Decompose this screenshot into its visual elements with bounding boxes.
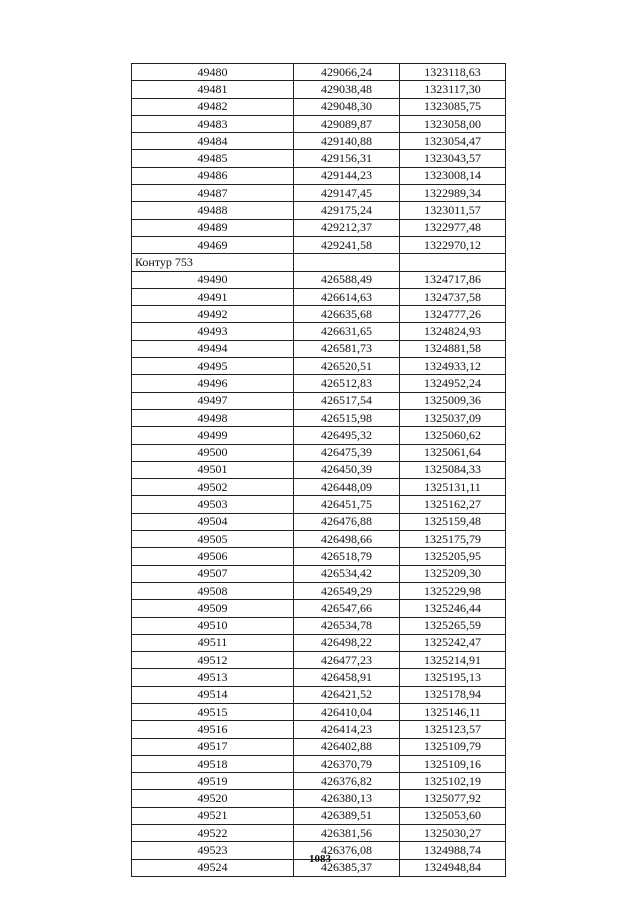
- y-coordinate-cell: 1324737,58: [400, 288, 506, 305]
- table-row: [132, 150, 506, 167]
- y-coordinate-cell: 1324824,93: [400, 323, 506, 340]
- point-number-cell: 49505: [132, 531, 294, 548]
- y-coordinate-cell: 1325178,94: [400, 686, 506, 703]
- x-coordinate-cell: 429066,24: [294, 64, 400, 81]
- x-coordinate-cell: 426402,88: [294, 738, 400, 755]
- point-number-cell: 49506: [132, 548, 294, 565]
- point-number-cell: 49490: [132, 271, 294, 288]
- y-coordinate-cell: 1325060,62: [400, 427, 506, 444]
- x-coordinate-cell: 426547,66: [294, 600, 400, 617]
- table-row: [132, 582, 506, 599]
- point-number-cell: 49516: [132, 721, 294, 738]
- x-coordinate-cell: 429156,31: [294, 150, 400, 167]
- y-coordinate-cell: 1323008,14: [400, 167, 506, 184]
- x-coordinate-cell: 426588,49: [294, 271, 400, 288]
- y-coordinate-cell: 1325084,33: [400, 461, 506, 478]
- table-row: [132, 167, 506, 184]
- point-number-cell: 49504: [132, 513, 294, 530]
- point-number-cell: 49495: [132, 358, 294, 375]
- point-number-cell: 49488: [132, 202, 294, 219]
- table-row: [132, 427, 506, 444]
- x-coordinate-cell: 429089,87: [294, 115, 400, 132]
- y-coordinate-cell: 1325077,92: [400, 790, 506, 807]
- point-number-cell: 49487: [132, 185, 294, 202]
- x-coordinate-cell: 426389,51: [294, 807, 400, 824]
- y-coordinate-cell: 1325123,57: [400, 721, 506, 738]
- y-coordinate-cell: 1325246,44: [400, 600, 506, 617]
- x-coordinate-cell: 426520,51: [294, 358, 400, 375]
- point-number-cell: 49491: [132, 288, 294, 305]
- y-coordinate-cell: 1322970,12: [400, 236, 506, 253]
- point-number-cell: 49483: [132, 115, 294, 132]
- table-row: [132, 531, 506, 548]
- table-row: [132, 409, 506, 426]
- point-number-cell: 49510: [132, 617, 294, 634]
- point-number-cell: 49486: [132, 167, 294, 184]
- point-number-cell: 49480: [132, 64, 294, 81]
- y-coordinate-cell: 1325162,27: [400, 496, 506, 513]
- y-coordinate-cell: 1325146,11: [400, 703, 506, 720]
- y-coordinate-cell: 1323054,47: [400, 133, 506, 150]
- x-coordinate-cell: 429175,24: [294, 202, 400, 219]
- x-coordinate-cell: 429048,30: [294, 98, 400, 115]
- x-coordinate-cell: 426380,13: [294, 790, 400, 807]
- point-number-cell: 49498: [132, 409, 294, 426]
- table-row: [132, 271, 506, 288]
- x-coordinate-cell: 429144,23: [294, 167, 400, 184]
- y-coordinate-cell: 1325030,27: [400, 825, 506, 842]
- point-number-cell: 49494: [132, 340, 294, 357]
- point-number-cell: 49501: [132, 461, 294, 478]
- table-row: [132, 703, 506, 720]
- x-coordinate-cell: 426448,09: [294, 479, 400, 496]
- y-coordinate-cell: 1324948,84: [400, 859, 506, 876]
- y-coordinate-cell: 1324933,12: [400, 358, 506, 375]
- x-coordinate-cell: 426631,65: [294, 323, 400, 340]
- table-row: [132, 444, 506, 461]
- y-coordinate-cell: 1325102,19: [400, 773, 506, 790]
- coordinates-table-body: [132, 64, 506, 877]
- table-row: [132, 721, 506, 738]
- point-number-cell: 49521: [132, 807, 294, 824]
- y-coordinate-cell: 1325037,09: [400, 409, 506, 426]
- y-coordinate-cell: 1325265,59: [400, 617, 506, 634]
- table-row: [132, 219, 506, 236]
- y-coordinate-cell: 1322977,48: [400, 219, 506, 236]
- x-coordinate-cell: 426477,23: [294, 652, 400, 669]
- table-row: [132, 306, 506, 323]
- table-row: [132, 358, 506, 375]
- y-coordinate-cell: 1325175,79: [400, 531, 506, 548]
- point-number-cell: 49482: [132, 98, 294, 115]
- point-number-cell: 49500: [132, 444, 294, 461]
- table-row: [132, 669, 506, 686]
- x-coordinate-cell: 426476,88: [294, 513, 400, 530]
- point-number-cell: 49523: [132, 842, 294, 859]
- point-number-cell: 49489: [132, 219, 294, 236]
- table-row: [132, 773, 506, 790]
- point-number-cell: 49502: [132, 479, 294, 496]
- x-coordinate-cell: 426421,52: [294, 686, 400, 703]
- table-row: [132, 236, 506, 253]
- point-number-cell: 49511: [132, 634, 294, 651]
- y-coordinate-cell: 1325214,91: [400, 652, 506, 669]
- point-number-cell: 49499: [132, 427, 294, 444]
- y-coordinate-cell: 1324717,86: [400, 271, 506, 288]
- x-coordinate-cell: 429147,45: [294, 185, 400, 202]
- table-row: [132, 81, 506, 98]
- y-coordinate-cell: 1325053,60: [400, 807, 506, 824]
- x-coordinate-cell: 426518,79: [294, 548, 400, 565]
- table-row: [132, 98, 506, 115]
- y-coordinate-cell: 1325109,79: [400, 738, 506, 755]
- x-coordinate-cell: 426385,37: [294, 859, 400, 876]
- x-coordinate-cell: 426475,39: [294, 444, 400, 461]
- table-row: [132, 513, 506, 530]
- y-coordinate-cell: 1322989,34: [400, 185, 506, 202]
- x-coordinate-cell: 426414,23: [294, 721, 400, 738]
- x-coordinate-cell: 426495,32: [294, 427, 400, 444]
- page-number: 1083: [309, 853, 331, 865]
- table-row: [132, 807, 506, 824]
- table-row: [132, 634, 506, 651]
- table-row: [132, 825, 506, 842]
- y-coordinate-cell: 1325209,30: [400, 565, 506, 582]
- point-number-cell: 49503: [132, 496, 294, 513]
- table-row: [132, 548, 506, 565]
- x-coordinate-cell: 429212,37: [294, 219, 400, 236]
- point-number-cell: 49492: [132, 306, 294, 323]
- point-number-cell: 49481: [132, 81, 294, 98]
- x-coordinate-cell: 426451,75: [294, 496, 400, 513]
- point-number-cell: 49524: [132, 859, 294, 876]
- table-row: [132, 738, 506, 755]
- point-number-cell: 49469: [132, 236, 294, 253]
- table-row: [132, 64, 506, 81]
- x-coordinate-cell: 426515,98: [294, 409, 400, 426]
- table-row: [132, 600, 506, 617]
- table-row: [132, 617, 506, 634]
- y-coordinate-cell: 1323118,63: [400, 64, 506, 81]
- x-coordinate-cell: 426517,54: [294, 392, 400, 409]
- point-number-cell: 49509: [132, 600, 294, 617]
- table-row: [132, 133, 506, 150]
- table-row: [132, 323, 506, 340]
- table-row: [132, 565, 506, 582]
- table-row: [132, 202, 506, 219]
- y-coordinate-cell: 1323043,57: [400, 150, 506, 167]
- table-row: [132, 686, 506, 703]
- table-row: [132, 461, 506, 478]
- section-label: Контур 753: [132, 254, 294, 271]
- y-coordinate-cell: 1325159,48: [400, 513, 506, 530]
- table-row: [132, 340, 506, 357]
- point-number-cell: 49514: [132, 686, 294, 703]
- y-coordinate-cell: 1325109,16: [400, 755, 506, 772]
- x-coordinate-cell: 426581,73: [294, 340, 400, 357]
- section-header-row: [132, 254, 506, 271]
- table-row: [132, 652, 506, 669]
- point-number-cell: 49520: [132, 790, 294, 807]
- point-number-cell: 49496: [132, 375, 294, 392]
- x-coordinate-cell: 426458,91: [294, 669, 400, 686]
- x-coordinate-cell: 426549,29: [294, 582, 400, 599]
- y-coordinate-cell: 1324952,24: [400, 375, 506, 392]
- x-coordinate-cell: 426498,22: [294, 634, 400, 651]
- empty-cell: [400, 254, 506, 271]
- x-coordinate-cell: 426614,63: [294, 288, 400, 305]
- table-row: [132, 790, 506, 807]
- x-coordinate-cell: 426534,42: [294, 565, 400, 582]
- point-number-cell: 49512: [132, 652, 294, 669]
- y-coordinate-cell: 1325061,64: [400, 444, 506, 461]
- x-coordinate-cell: 426410,04: [294, 703, 400, 720]
- point-number-cell: 49508: [132, 582, 294, 599]
- y-coordinate-cell: 1323085,75: [400, 98, 506, 115]
- x-coordinate-cell: 426376,08: [294, 842, 400, 859]
- empty-cell: [294, 254, 400, 271]
- y-coordinate-cell: 1323117,30: [400, 81, 506, 98]
- table-row: [132, 479, 506, 496]
- y-coordinate-cell: 1325229,98: [400, 582, 506, 599]
- table-row: [132, 496, 506, 513]
- x-coordinate-cell: 426370,79: [294, 755, 400, 772]
- point-number-cell: 49485: [132, 150, 294, 167]
- point-number-cell: 49493: [132, 323, 294, 340]
- y-coordinate-cell: 1325195,13: [400, 669, 506, 686]
- table-row: [132, 185, 506, 202]
- y-coordinate-cell: 1325205,95: [400, 548, 506, 565]
- point-number-cell: 49515: [132, 703, 294, 720]
- x-coordinate-cell: 429038,48: [294, 81, 400, 98]
- point-number-cell: 49497: [132, 392, 294, 409]
- y-coordinate-cell: 1324881,58: [400, 340, 506, 357]
- x-coordinate-cell: 426450,39: [294, 461, 400, 478]
- y-coordinate-cell: 1323011,57: [400, 202, 506, 219]
- table-row: [132, 755, 506, 772]
- x-coordinate-cell: 426512,83: [294, 375, 400, 392]
- y-coordinate-cell: 1325131,11: [400, 479, 506, 496]
- point-number-cell: 49519: [132, 773, 294, 790]
- table-row: [132, 115, 506, 132]
- point-number-cell: 49517: [132, 738, 294, 755]
- x-coordinate-cell: 429140,88: [294, 133, 400, 150]
- x-coordinate-cell: 426534,78: [294, 617, 400, 634]
- point-number-cell: 49507: [132, 565, 294, 582]
- x-coordinate-cell: 426498,66: [294, 531, 400, 548]
- point-number-cell: 49522: [132, 825, 294, 842]
- y-coordinate-cell: 1323058,00: [400, 115, 506, 132]
- table-row: [132, 375, 506, 392]
- table-row: [132, 392, 506, 409]
- x-coordinate-cell: 426381,56: [294, 825, 400, 842]
- y-coordinate-cell: 1324777,26: [400, 306, 506, 323]
- y-coordinate-cell: 1325009,36: [400, 392, 506, 409]
- point-number-cell: 49513: [132, 669, 294, 686]
- point-number-cell: 49484: [132, 133, 294, 150]
- coordinates-table: [131, 63, 506, 877]
- y-coordinate-cell: 1324988,74: [400, 842, 506, 859]
- table-row: [132, 288, 506, 305]
- x-coordinate-cell: 426376,82: [294, 773, 400, 790]
- y-coordinate-cell: 1325242,47: [400, 634, 506, 651]
- x-coordinate-cell: 426635,68: [294, 306, 400, 323]
- x-coordinate-cell: 429241,58: [294, 236, 400, 253]
- point-number-cell: 49518: [132, 755, 294, 772]
